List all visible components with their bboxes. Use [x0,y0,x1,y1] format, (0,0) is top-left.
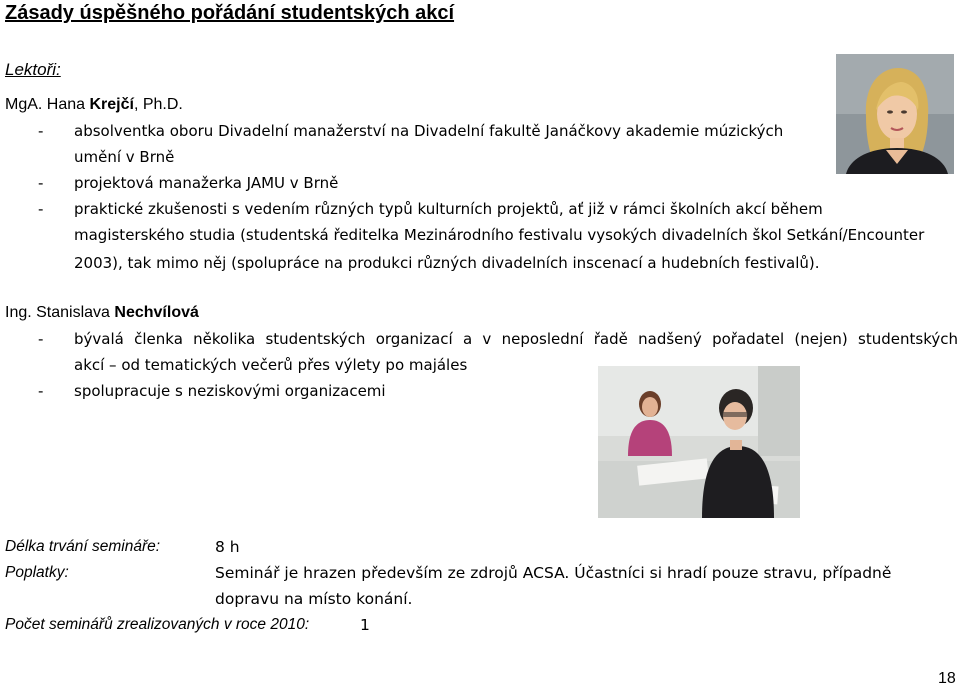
lecturer2-title: Ing. Stanislava [5,304,115,321]
bullet-dash: - [38,330,44,348]
lecturer1-title: MgA. Hana [5,96,90,113]
bullet-text: praktické zkušenosti s vedením různých typů kulturních projektů, ať již v rámci školních akcí během [74,200,823,218]
bullet-text: bývalá členka několika studentských organizací a v neposlední řadě nadšený pořadatel (nejen) studentských [74,330,958,348]
bullet-text: projektová manažerka JAMU v Brně [74,174,339,192]
seminar-count-label: Počet seminářů zrealizovaných v roce 2010: [5,616,310,633]
duration-label: Délka trvání semináře: [5,538,161,555]
bullet-dash: - [38,122,44,140]
bullet-text: 2003), tak mimo něj (spolupráce na produkci různých divadelních inscenací a hudebních festivalů). [74,254,820,272]
lecturer1-photo [836,54,954,174]
bullet-text: umění v Brně [74,148,175,166]
lecturer1-name [5,96,183,114]
seminar-image [598,366,800,518]
lecturer2-name [5,304,199,322]
fees-label: Poplatky: [5,564,69,581]
seminar-photo [598,366,800,518]
bullet-dash: - [38,174,44,192]
fees-text: Seminář je hrazen především ze zdrojů ACSA. Účastníci si hradí pouze stravu, případně [215,564,892,582]
bullet-dash: - [38,200,44,218]
lecturers-label: Lektoři: [5,60,61,79]
lecturer1-surname: Krejčí [89,96,134,113]
bullet-text: absolventka oboru Divadelní manažerství na Divadelní fakultě Janáčkovy akademie múzických [74,122,784,140]
page-title: Zásady úspěšného pořádání studentských akcí [5,2,455,24]
lecturer1-degree: , Ph.D. [133,96,183,113]
bullet-text: spolupracuje s neziskovými organizacemi [74,382,386,400]
bullet-dash: - [38,382,44,400]
lecturer2-surname: Nechvílová [114,304,199,321]
seminar-count-value: 1 [360,616,370,634]
fees-text: dopravu na místo konání. [215,590,413,608]
bullet-text: magisterského studia (studentská ředitelka Mezinárodního festivalu vysokých divadelních škol Setkání/Encounter [74,226,925,244]
page-number: 18 [938,670,956,687]
duration-value: 8 h [215,538,240,556]
bullet-text: akcí – od tematických večerů přes výlety po majáles [74,356,468,374]
portrait-image [836,54,954,174]
